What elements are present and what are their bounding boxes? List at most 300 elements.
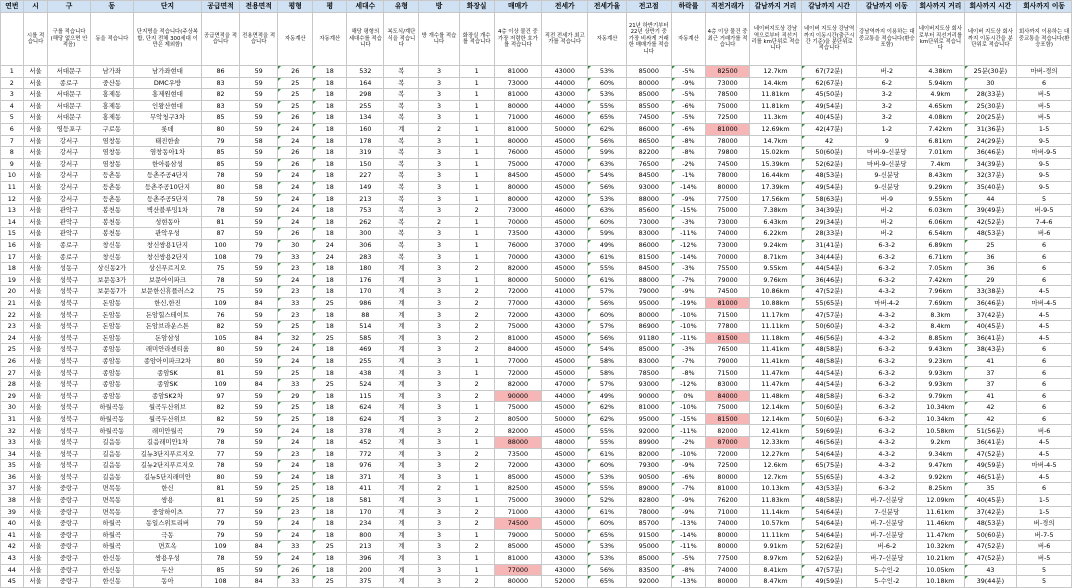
table-cell[interactable]: 극동: [133, 529, 201, 541]
table-cell[interactable]: 43000: [542, 564, 588, 576]
table-cell[interactable]: 홍제동: [90, 100, 133, 112]
table-cell[interactable]: 염창동: [90, 158, 133, 170]
table-cell[interactable]: 72000: [494, 367, 541, 379]
table-cell[interactable]: 77500: [705, 552, 749, 564]
table-cell[interactable]: 4-5: [1017, 286, 1072, 298]
table-cell[interactable]: 서울: [23, 297, 48, 309]
table-cell[interactable]: 83000: [626, 228, 671, 240]
table-cell[interactable]: 4: [1, 100, 24, 112]
table-cell[interactable]: 83000: [705, 379, 749, 391]
table-cell[interactable]: 84: [240, 332, 278, 344]
table-cell[interactable]: 6-3-2: [857, 355, 917, 367]
table-cell[interactable]: 41: [964, 355, 1017, 367]
table-cell[interactable]: -5%: [671, 552, 705, 564]
table-cell[interactable]: 18: [313, 286, 347, 298]
table-cell[interactable]: 계: [384, 506, 419, 518]
table-cell[interactable]: 134: [347, 112, 384, 124]
table-cell[interactable]: 18: [313, 274, 347, 286]
table-cell[interactable]: 17.56km: [750, 193, 802, 205]
table-cell[interactable]: 47(52분): [964, 448, 1017, 460]
table-cell[interactable]: 11.81km: [750, 89, 802, 101]
table-cell[interactable]: 70000: [494, 251, 541, 263]
table-cell[interactable]: 1: [459, 471, 494, 483]
table-cell[interactable]: 14: [1, 216, 24, 228]
table-cell[interactable]: 18: [313, 552, 347, 564]
table-cell[interactable]: 59: [240, 228, 278, 240]
table-cell[interactable]: 1: [459, 100, 494, 112]
column-description[interactable]: 네이버지도상 강남역으로부터 직선거리를 km단위로 적습니다: [750, 13, 802, 66]
column-description[interactable]: 4층 이상 물건 중 가장 저렴한 호가를 적습니다: [494, 13, 541, 66]
table-cell[interactable]: 89000: [626, 483, 671, 495]
table-cell[interactable]: 4-3-2: [857, 309, 917, 321]
table-cell[interactable]: 1: [459, 135, 494, 147]
table-cell[interactable]: 18: [313, 158, 347, 170]
table-cell[interactable]: 계: [384, 263, 419, 275]
table-cell[interactable]: 24: [278, 344, 313, 356]
table-cell[interactable]: 돈암브라운스톤: [133, 321, 201, 333]
table-cell[interactable]: 3: [419, 147, 459, 159]
table-cell[interactable]: 서울: [23, 425, 48, 437]
table-cell[interactable]: 18: [313, 518, 347, 530]
table-cell[interactable]: 54(64분): [801, 448, 857, 460]
table-cell[interactable]: -10%: [671, 402, 705, 414]
table-cell[interactable]: 5: [1017, 576, 1072, 588]
table-cell[interactable]: 18: [1, 263, 24, 275]
table-cell[interactable]: 52(62분): [801, 158, 857, 170]
table-cell[interactable]: 9.43km: [917, 344, 964, 356]
table-cell[interactable]: 계: [384, 425, 419, 437]
table-cell[interactable]: 계: [384, 552, 419, 564]
table-cell[interactable]: 452: [347, 437, 384, 449]
table-cell[interactable]: 79: [201, 529, 239, 541]
table-cell[interactable]: 31(36분): [964, 123, 1017, 135]
table-cell[interactable]: 59: [240, 402, 278, 414]
table-cell[interactable]: 59: [240, 193, 278, 205]
table-cell[interactable]: 59: [240, 460, 278, 472]
table-cell[interactable]: 26: [278, 158, 313, 170]
table-cell[interactable]: 43000: [542, 297, 588, 309]
table-cell[interactable]: -6%: [671, 123, 705, 135]
table-cell[interactable]: 계: [384, 379, 419, 391]
table-cell[interactable]: 47(52분): [964, 541, 1017, 553]
table-cell[interactable]: 44: [1, 564, 24, 576]
table-cell[interactable]: 계: [384, 564, 419, 576]
table-cell[interactable]: 80000: [494, 274, 541, 286]
table-cell[interactable]: 면목동: [90, 494, 133, 506]
table-cell[interactable]: 30: [1, 402, 24, 414]
table-cell[interactable]: 종암동: [90, 390, 133, 402]
column-description[interactable]: 전용면적을 적습니다: [240, 13, 278, 66]
table-cell[interactable]: 59: [240, 147, 278, 159]
table-cell[interactable]: 7.42km: [917, 274, 964, 286]
table-cell[interactable]: 95000: [626, 541, 671, 553]
table-cell[interactable]: 6: [1017, 367, 1072, 379]
table-cell[interactable]: 6-3-2: [857, 413, 917, 425]
table-cell[interactable]: 서울: [23, 112, 48, 124]
table-cell[interactable]: 80000: [494, 135, 541, 147]
table-cell[interactable]: 30: [278, 239, 313, 251]
table-cell[interactable]: 50(60분): [801, 413, 857, 425]
table-cell[interactable]: 홍제동: [90, 112, 133, 124]
table-cell[interactable]: 41: [964, 390, 1017, 402]
table-cell[interactable]: 1: [459, 494, 494, 506]
table-cell[interactable]: 46(56분): [801, 437, 857, 449]
table-cell[interactable]: 92000: [626, 576, 671, 588]
column-description[interactable]: 방 개수를 적습니다: [419, 13, 459, 66]
table-cell[interactable]: 창신동: [90, 251, 133, 263]
column-description[interactable]: 네이버 지도상 회사까지 이동시간을 분단위로 적습니다: [964, 13, 1017, 66]
table-cell[interactable]: 서울: [23, 355, 48, 367]
table-cell[interactable]: 37(42분): [964, 506, 1017, 518]
table-cell[interactable]: 65%: [588, 529, 626, 541]
table-cell[interactable]: 롯데: [133, 123, 201, 135]
table-cell[interactable]: 469: [347, 344, 384, 356]
table-cell[interactable]: 115: [347, 390, 384, 402]
table-cell[interactable]: 47(52분): [801, 286, 857, 298]
table-cell[interactable]: 3: [419, 263, 459, 275]
table-cell[interactable]: 753: [347, 205, 384, 217]
table-cell[interactable]: 6-3-2: [857, 483, 917, 495]
table-cell[interactable]: 53%: [588, 89, 626, 101]
table-cell[interactable]: 32: [1, 425, 24, 437]
table-cell[interactable]: 1: [459, 402, 494, 414]
table-cell[interactable]: 33: [278, 576, 313, 588]
table-cell[interactable]: 2: [459, 297, 494, 309]
table-cell[interactable]: 24: [278, 123, 313, 135]
column-header[interactable]: 회사까지 이동: [1017, 1, 1072, 13]
table-cell[interactable]: 2: [459, 344, 494, 356]
table-cell[interactable]: 1: [459, 251, 494, 263]
table-cell[interactable]: 3: [419, 239, 459, 251]
table-cell[interactable]: 234: [347, 518, 384, 530]
table-cell[interactable]: 88000: [626, 274, 671, 286]
table-cell[interactable]: 90500: [626, 471, 671, 483]
table-cell[interactable]: 등촌동: [90, 181, 133, 193]
table-cell[interactable]: 등촌동: [90, 193, 133, 205]
table-cell[interactable]: 44000: [542, 100, 588, 112]
table-cell[interactable]: 6: [1017, 402, 1072, 414]
table-cell[interactable]: 9.93km: [917, 379, 964, 391]
table-cell[interactable]: 164: [347, 77, 384, 89]
table-cell[interactable]: 80000: [705, 471, 749, 483]
table-cell[interactable]: 52%: [588, 494, 626, 506]
table-cell[interactable]: 18: [313, 123, 347, 135]
table-cell[interactable]: 버-6: [1017, 541, 1072, 553]
table-cell[interactable]: 53%: [588, 193, 626, 205]
table-cell[interactable]: 강서구: [48, 170, 90, 182]
table-cell[interactable]: 9-5: [1017, 170, 1072, 182]
table-cell[interactable]: 서대문구: [48, 66, 90, 78]
table-cell[interactable]: 62(67분): [801, 77, 857, 89]
table-cell[interactable]: 59: [240, 425, 278, 437]
table-cell[interactable]: 34(44분): [801, 251, 857, 263]
table-cell[interactable]: 종암동: [90, 379, 133, 391]
column-description[interactable]: 네이버지도상 회사로부터 직선거리를 km단위로 적습니다: [917, 13, 964, 66]
table-cell[interactable]: 돈암삼성: [133, 332, 201, 344]
table-cell[interactable]: 44: [964, 193, 1017, 205]
table-cell[interactable]: 85000: [626, 89, 671, 101]
table-cell[interactable]: 서울: [23, 181, 48, 193]
table-cell[interactable]: 41: [1, 529, 24, 541]
table-cell[interactable]: 75000: [494, 402, 541, 414]
table-cell[interactable]: 8.97km: [750, 552, 802, 564]
table-cell[interactable]: 16.44km: [750, 170, 802, 182]
table-cell[interactable]: 82: [201, 413, 239, 425]
table-cell[interactable]: 6-3-2: [857, 239, 917, 251]
table-cell[interactable]: 3: [419, 135, 459, 147]
table-cell[interactable]: 8.71km: [750, 251, 802, 263]
table-cell[interactable]: 283: [347, 251, 384, 263]
table-cell[interactable]: 9: [857, 135, 917, 147]
table-cell[interactable]: 306: [347, 239, 384, 251]
table-cell[interactable]: 서울: [23, 437, 48, 449]
table-cell[interactable]: 57%: [588, 379, 626, 391]
table-cell[interactable]: 10.21km: [917, 552, 964, 564]
table-cell[interactable]: 72000: [705, 448, 749, 460]
table-cell[interactable]: 계: [384, 286, 419, 298]
table-cell[interactable]: 624: [347, 402, 384, 414]
table-cell[interactable]: 3: [419, 170, 459, 182]
table-cell[interactable]: 50(60분): [801, 147, 857, 159]
table-cell[interactable]: 9.2km: [917, 437, 964, 449]
table-cell[interactable]: 3: [419, 297, 459, 309]
table-cell[interactable]: 77000: [494, 564, 541, 576]
table-cell[interactable]: 514: [347, 321, 384, 333]
table-cell[interactable]: 3: [419, 437, 459, 449]
table-cell[interactable]: 하월곡: [90, 518, 133, 530]
table-cell[interactable]: 9.55km: [917, 193, 964, 205]
table-cell[interactable]: 성북구: [48, 402, 90, 414]
table-cell[interactable]: 59: [240, 437, 278, 449]
table-cell[interactable]: 35: [964, 483, 1017, 495]
table-cell[interactable]: 59: [240, 66, 278, 78]
table-cell[interactable]: 200: [347, 564, 384, 576]
table-cell[interactable]: 3: [419, 564, 459, 576]
table-cell[interactable]: 11.11km: [750, 321, 802, 333]
table-cell[interactable]: 57%: [588, 321, 626, 333]
table-cell[interactable]: 4.08km: [917, 112, 964, 124]
table-cell[interactable]: -9%: [671, 460, 705, 472]
table-cell[interactable]: 60%: [588, 460, 626, 472]
table-cell[interactable]: 계: [384, 518, 419, 530]
table-cell[interactable]: 95000: [626, 297, 671, 309]
table-cell[interactable]: 서울: [23, 66, 48, 78]
table-cell[interactable]: 성북구: [48, 355, 90, 367]
table-cell[interactable]: 82500: [705, 66, 749, 78]
table-cell[interactable]: 59: [240, 89, 278, 101]
table-cell[interactable]: 56%: [588, 332, 626, 344]
table-cell[interactable]: 18: [313, 437, 347, 449]
table-cell[interactable]: 서울: [23, 286, 48, 298]
table-cell[interactable]: -11%: [671, 541, 705, 553]
table-cell[interactable]: 서울: [23, 494, 48, 506]
table-cell[interactable]: 63%: [588, 205, 626, 217]
table-cell[interactable]: 등촌주공4단지: [133, 170, 201, 182]
table-cell[interactable]: 772: [347, 448, 384, 460]
table-cell[interactable]: 3: [419, 77, 459, 89]
table-cell[interactable]: 1-5: [1017, 494, 1072, 506]
table-cell[interactable]: 59: [240, 448, 278, 460]
table-cell[interactable]: 48(58분): [801, 344, 857, 356]
table-cell[interactable]: 78000: [705, 135, 749, 147]
table-cell[interactable]: 24: [313, 239, 347, 251]
table-cell[interactable]: 38: [1, 494, 24, 506]
table-cell[interactable]: 6-3-2: [857, 251, 917, 263]
table-cell[interactable]: 30: [964, 77, 1017, 89]
table-cell[interactable]: 976: [347, 460, 384, 472]
table-cell[interactable]: 상신푸르지오: [133, 263, 201, 275]
table-cell[interactable]: 6: [1017, 355, 1072, 367]
table-cell[interactable]: 85: [201, 158, 239, 170]
table-cell[interactable]: 7.38km: [750, 205, 802, 217]
table-cell[interactable]: 10.58km: [917, 425, 964, 437]
table-cell[interactable]: 29: [278, 390, 313, 402]
table-cell[interactable]: 복: [384, 66, 419, 78]
table-cell[interactable]: 43000: [542, 309, 588, 321]
table-cell[interactable]: 45: [1, 576, 24, 588]
table-cell[interactable]: 585: [347, 332, 384, 344]
table-cell[interactable]: 72000: [494, 286, 541, 298]
table-cell[interactable]: 6-3-2: [857, 367, 917, 379]
table-cell[interactable]: 45000: [542, 518, 588, 530]
table-cell[interactable]: 서울: [23, 460, 48, 472]
table-cell[interactable]: 624: [347, 413, 384, 425]
table-cell[interactable]: 1: [459, 112, 494, 124]
table-cell[interactable]: 59: [240, 552, 278, 564]
table-cell[interactable]: 1: [1, 66, 24, 78]
table-cell[interactable]: 서울: [23, 239, 48, 251]
table-cell[interactable]: 34(39분): [964, 158, 1017, 170]
table-cell[interactable]: 73000: [705, 239, 749, 251]
column-description[interactable]: 해당 평형의 세대수를 적습니다: [347, 13, 384, 66]
table-cell[interactable]: 160: [347, 123, 384, 135]
table-cell[interactable]: 25: [964, 239, 1017, 251]
table-cell[interactable]: 홍제원현대: [133, 89, 201, 101]
table-cell[interactable]: 5.94km: [917, 77, 964, 89]
table-cell[interactable]: 93000: [626, 379, 671, 391]
table-cell[interactable]: 81000: [494, 332, 541, 344]
table-cell[interactable]: 80000: [705, 541, 749, 553]
table-cell[interactable]: 버-6: [1017, 228, 1072, 240]
table-cell[interactable]: 중랑구: [48, 529, 90, 541]
table-cell[interactable]: 10: [1, 170, 24, 182]
table-cell[interactable]: 복: [384, 147, 419, 159]
table-cell[interactable]: 등촌주공10단지: [133, 181, 201, 193]
table-cell[interactable]: -2%: [671, 158, 705, 170]
table-cell[interactable]: 50000: [542, 274, 588, 286]
table-cell[interactable]: 58: [240, 181, 278, 193]
table-cell[interactable]: 45000: [542, 332, 588, 344]
table-cell[interactable]: 2: [459, 448, 494, 460]
table-cell[interactable]: 79000: [705, 355, 749, 367]
table-cell[interactable]: 78: [201, 437, 239, 449]
table-cell[interactable]: -11%: [671, 425, 705, 437]
table-cell[interactable]: 24: [278, 518, 313, 530]
table-cell[interactable]: 43000: [542, 228, 588, 240]
table-cell[interactable]: 강서구: [48, 135, 90, 147]
table-cell[interactable]: 74500: [705, 158, 749, 170]
table-cell[interactable]: 85000: [626, 66, 671, 78]
table-cell[interactable]: 9-신분당: [857, 181, 917, 193]
column-description[interactable]: 회사까지 이용하는 대중교통을 적습니다(환승포함): [1017, 13, 1072, 66]
table-cell[interactable]: 7: [1, 135, 24, 147]
table-cell[interactable]: 18: [313, 506, 347, 518]
table-cell[interactable]: 78: [201, 274, 239, 286]
table-cell[interactable]: 서울: [23, 541, 48, 553]
table-cell[interactable]: 76200: [705, 494, 749, 506]
table-cell[interactable]: 43000: [542, 321, 588, 333]
table-cell[interactable]: 24: [278, 205, 313, 217]
table-cell[interactable]: 40(45분): [801, 112, 857, 124]
table-cell[interactable]: 1: [459, 147, 494, 159]
table-cell[interactable]: 9.34km: [917, 448, 964, 460]
table-cell[interactable]: 길음래미안1차: [133, 437, 201, 449]
table-cell[interactable]: 서대문구: [48, 100, 90, 112]
table-cell[interactable]: 관악구: [48, 216, 90, 228]
table-cell[interactable]: 80000: [705, 529, 749, 541]
table-cell[interactable]: 4.38km: [917, 66, 964, 78]
table-cell[interactable]: 58(63분): [801, 193, 857, 205]
table-cell[interactable]: 복: [384, 135, 419, 147]
table-cell[interactable]: 50000: [542, 123, 588, 135]
table-cell[interactable]: 81500: [626, 251, 671, 263]
table-cell[interactable]: 한신동: [90, 564, 133, 576]
table-cell[interactable]: 6: [1017, 390, 1072, 402]
table-cell[interactable]: 58: [240, 135, 278, 147]
table-cell[interactable]: 마버-9-5: [1017, 147, 1072, 159]
table-cell[interactable]: 59: [240, 564, 278, 576]
table-cell[interactable]: 1: [459, 483, 494, 495]
table-cell[interactable]: 6-3-2: [857, 274, 917, 286]
table-cell[interactable]: 1: [459, 123, 494, 135]
table-cell[interactable]: 178: [347, 135, 384, 147]
table-cell[interactable]: 255: [347, 355, 384, 367]
table-cell[interactable]: 45000: [542, 425, 588, 437]
table-cell[interactable]: 9-5: [1017, 158, 1072, 170]
table-cell[interactable]: 서울: [23, 77, 48, 89]
table-cell[interactable]: 3: [419, 413, 459, 425]
table-cell[interactable]: 18: [313, 263, 347, 275]
table-cell[interactable]: 78: [201, 552, 239, 564]
table-cell[interactable]: 59: [240, 123, 278, 135]
column-description[interactable]: 직전 전세가 최고가를 적습니다: [542, 13, 588, 66]
table-cell[interactable]: 48(53분): [801, 170, 857, 182]
table-cell[interactable]: 59: [240, 309, 278, 321]
table-cell[interactable]: 남가좌: [90, 66, 133, 78]
table-cell[interactable]: 77800: [705, 321, 749, 333]
table-cell[interactable]: -9%: [671, 506, 705, 518]
table-cell[interactable]: 계: [384, 471, 419, 483]
table-cell[interactable]: 쌍용: [133, 494, 201, 506]
column-header[interactable]: 평형: [278, 1, 313, 13]
table-cell[interactable]: 버-6: [1017, 425, 1072, 437]
table-cell[interactable]: 하월곡동: [90, 413, 133, 425]
table-cell[interactable]: 6.81km: [917, 135, 964, 147]
table-cell[interactable]: 105: [201, 332, 239, 344]
table-cell[interactable]: 1-5: [1017, 506, 1072, 518]
table-cell[interactable]: 하월곡동: [90, 425, 133, 437]
table-cell[interactable]: 1: [459, 529, 494, 541]
table-cell[interactable]: 18: [313, 529, 347, 541]
table-cell[interactable]: 65(75분): [801, 460, 857, 472]
table-cell[interactable]: 73000: [705, 216, 749, 228]
table-cell[interactable]: 중앙하이츠: [133, 506, 201, 518]
table-cell[interactable]: 한아름삼성: [133, 158, 201, 170]
table-cell[interactable]: 78000: [705, 170, 749, 182]
table-cell[interactable]: 3-2: [857, 100, 917, 112]
table-cell[interactable]: 59: [240, 77, 278, 89]
table-cell[interactable]: 관악구: [48, 228, 90, 240]
